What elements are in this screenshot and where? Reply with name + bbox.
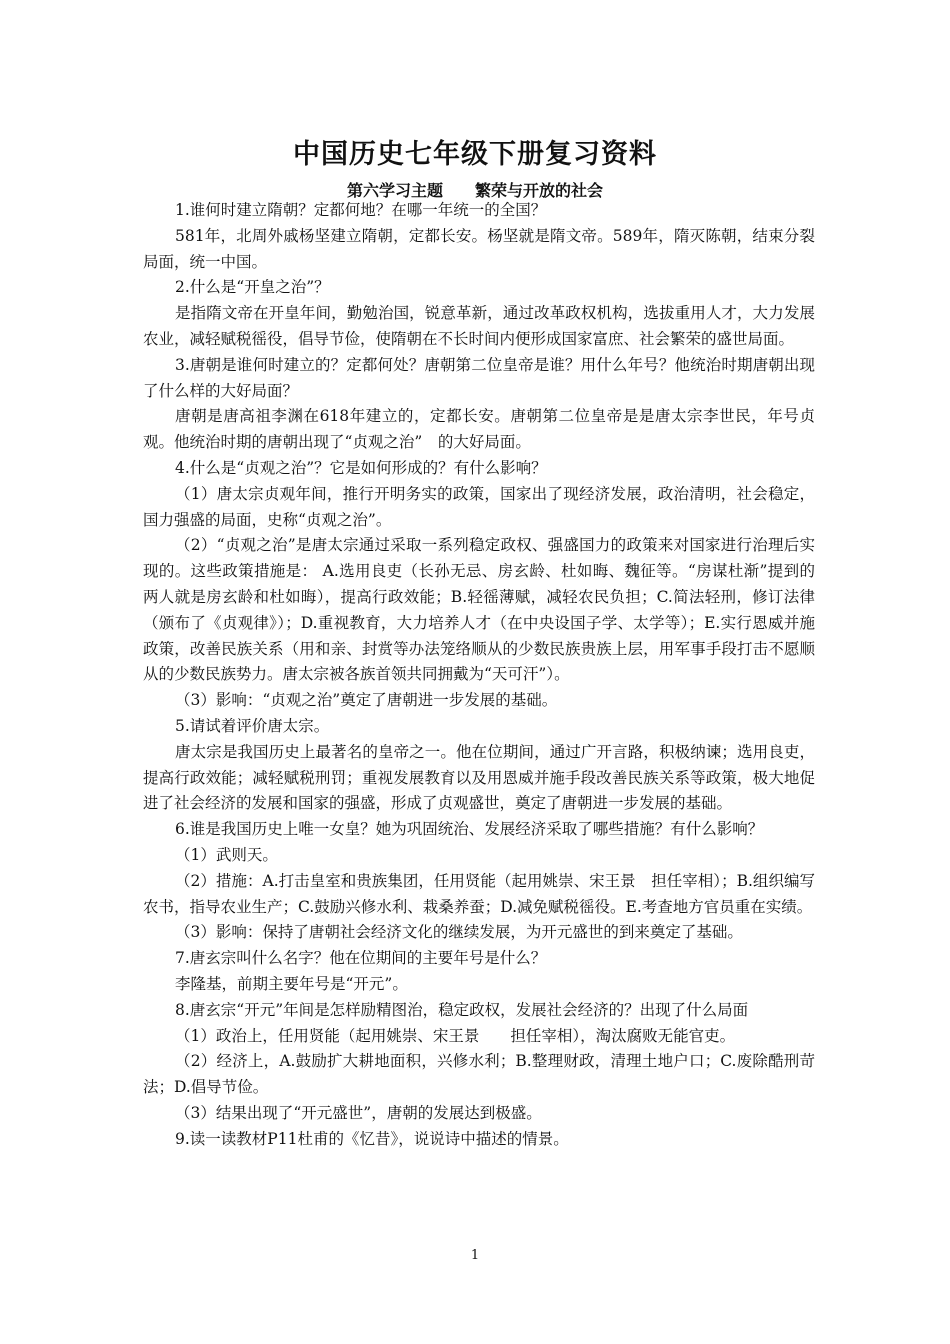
paragraph: （1）唐太宗贞观年间，推行开明务实的政策，国家出了现经济发展，政治清明，社会稳定，国力强盛的局面，史称“贞观之治”。 xyxy=(143,484,815,529)
paragraph: （2）“贞观之治”是唐太宗通过采取一系列稳定政权、强盛国力的政策来对国家进行治理后实现的。这些政策措施是： A.选用良吏（长孙无忌、房玄龄、杜如晦、魏征等。“房谋杜渐”提到的两人就是房玄龄和杜如晦），提高行政效能；B.轻徭薄赋，减轻农民负担；C.简法轻刑，修订法律（颁布了《贞观律》）；D.重视教育，大力培养人才（在中央设国子学、太学等）；E.实行恩威并施政策，改善民族关系（用和亲、封赏等办法笼络顺从的少数民族贵族上层，用军事手段打击不愿顺从的少数民族势力。唐太宗被各族首领共同拥戴为“天可汗”）。 xyxy=(143,536,815,684)
paragraph: 5.请试着评价唐太宗。 xyxy=(175,716,330,735)
page-number: 1 xyxy=(470,1248,480,1263)
paragraph: 是指隋文帝在开皇年间，勤勉治国，锐意革新，通过改革政权机构，选拔重用人才，大力发展农业，减轻赋税徭役，倡导节俭，使隋朝在不长时间内便形成国家富庶、社会繁荣的盛世局面。 xyxy=(143,304,815,348)
paragraph: （3）影响：保持了唐朝社会经济文化的继续发展，为开元盛世的到来奠定了基础。 xyxy=(175,923,743,942)
paragraph: 4.什么是“贞观之治”？它是如何形成的？有什么影响？ xyxy=(175,458,547,477)
document-body xyxy=(143,198,815,1152)
paragraph: （2）措施：A.打击皇室和贵族集团，任用贤能（起用姚崇、宋王景 担任宰相）；B.组织编写农书，指导农业生产；C.鼓励兴修水利、栽桑养蚕；D.减免赋税徭役。E.考查地方官员重在实绩。 xyxy=(143,871,815,916)
paragraph: 7.唐玄宗叫什么名字？他在位期间的主要年号是什么？ xyxy=(175,949,547,968)
paragraph: 1.谁何时建立隋朝？定都何地？在哪一年统一的全国？ xyxy=(175,201,547,219)
paragraph: 唐朝是唐高祖李渊在618年建立的，定都长安。唐朝第二位皇帝是是唐太宗李世民，年号贞观。他统治时期的唐朝出现了“贞观之治” 的大好局面。 xyxy=(143,407,815,452)
paragraph: 581年，北周外戚杨坚建立隋朝，定都长安。杨坚就是隋文帝。589年，隋灭陈朝，结束分裂局面，统一中国。 xyxy=(143,226,815,271)
paragraph: 9.读一读教材P11杜甫的《忆昔》，说说诗中描述的情景。 xyxy=(175,1129,569,1148)
document-title: 中国历史七年级下册复习资料 xyxy=(293,139,657,170)
paragraph: 李隆基，前期主要年号是“开元”。 xyxy=(175,974,408,993)
paragraph: （2）经济上，A.鼓励扩大耕地面积，兴修水利；B.整理财政，清理土地户口；C.废除酷刑苛法；D.倡导节俭。 xyxy=(143,1052,815,1097)
paragraph: （3）影响：“贞观之治”奠定了唐朝进一步发展的基础。 xyxy=(175,691,558,710)
paragraph: 3.唐朝是谁何时建立的？定都何处？唐朝第二位皇帝是谁？用什么年号？他统治时期唐朝出现了什么样的大好局面？ xyxy=(143,355,815,400)
paragraph: （1）政治上，任用贤能（起用姚崇、宋王景 担任宰相），淘汰腐败无能官吏。 xyxy=(175,1026,736,1045)
section-heading: 第六学习主题 繁荣与开放的社会 xyxy=(346,181,603,200)
paragraph: （3）结果出现了“开元盛世”，唐朝的发展达到极盛。 xyxy=(175,1103,542,1122)
paragraph: 8.唐玄宗“开元”年间是怎样励精图治，稳定政权，发展社会经济的？出现了什么局面 xyxy=(175,1000,749,1019)
paragraph: 6.谁是我国历史上唯一女皇？她为巩固统治、发展经济采取了哪些措施？有什么影响？ xyxy=(175,820,764,839)
paragraph: 唐太宗是我国历史上最著名的皇帝之一。他在位期间，通过广开言路，积极纳谏；选用良吏，提高行政效能；减轻赋税刑罚；重视发展教育以及用恩威并施手段改善民族关系等政策，极大地促进了社会经济的发展和国家的强盛，形成了贞观盛世，奠定了唐朝进一步发展的基础。 xyxy=(143,742,815,813)
paragraph: （1）武则天。 xyxy=(175,845,278,864)
paragraph: 2.什么是“开皇之治”？ xyxy=(175,278,330,297)
